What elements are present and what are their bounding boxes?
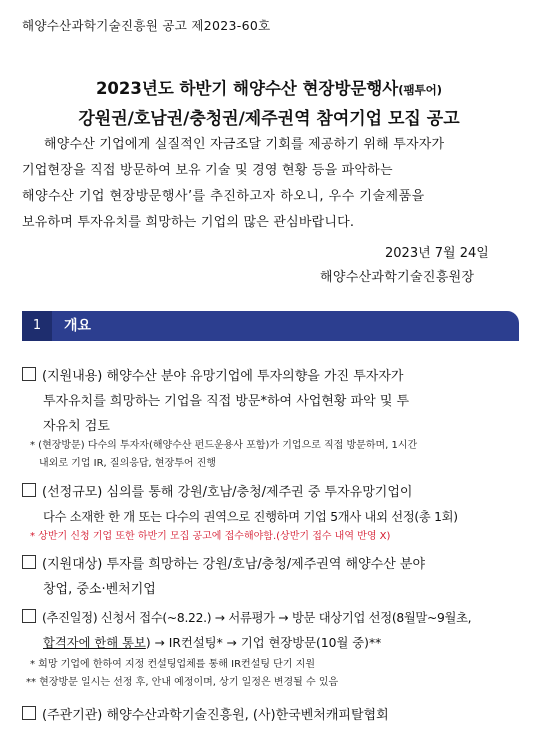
item-text: 다수 소재한 한 개 또는 다수의 권역으로 진행하며 기업 5개사 내외 선정(총 1회) xyxy=(43,510,458,524)
note-field-visit xyxy=(30,437,520,473)
note-text: ** 현장방문 일시는 선정 후, 안내 예정이며, 상기 일정은 변경될 수 있음 xyxy=(26,677,339,688)
checkbox-icon xyxy=(22,609,36,623)
note-text: 내외로 기업 IR, 질의응답, 현장투어 진행 xyxy=(39,458,217,469)
item-text-underlined: 합격자에 한해 통보 xyxy=(43,636,146,650)
item-text: (추진일정) 신청서 접수(~8.22.) → 서류평가 → 방문 대상기업 선정(8월말~9월초, xyxy=(42,611,472,625)
notice-number: 해양수산과학기술진흥원 공고 제2023-60호 xyxy=(22,18,271,33)
title-line-2: 강원권/호남권/충청권/제주권역 참여기업 모집 공고 xyxy=(78,109,460,129)
item-organizer xyxy=(22,703,522,728)
checkbox-icon xyxy=(22,483,36,497)
title-line-1 xyxy=(0,75,538,99)
title-small: (팸투어) xyxy=(398,83,443,97)
section-header xyxy=(22,311,519,341)
intro-line: 기업현장을 직접 방문하여 보유 기술 및 경영 현황 등을 파악하는 xyxy=(22,163,393,178)
item-text: 창업, 중소·벤처기업 xyxy=(43,582,156,597)
intro-line: 보유하며 투자유치를 희망하는 기업의 많은 관심바랍니다. xyxy=(22,215,355,230)
item-text: (지원내용) 해양수산 분야 유망기업에 투자의향을 가진 투자자가 xyxy=(42,369,404,384)
item-eligibility xyxy=(22,552,522,602)
item-support-content xyxy=(22,364,522,439)
note-text: * 상반기 신청 기업 또한 하반기 모집 공고에 접수해야함.(상반기 접수 내역 반영 X) xyxy=(30,531,391,542)
signature: 해양수산과학기술진흥원장 xyxy=(320,270,475,285)
item-text: 투자유치를 희망하는 기업을 직접 방문*하여 사업현황 파악 및 투 xyxy=(43,394,410,409)
item-text: (선정규모) 심의를 통해 강원/호남/충청/제주권 중 투자유망기업이 xyxy=(42,485,413,500)
intro-line: 해양수산 기업에게 실질적인 자금조달 기회를 제공하기 위해 투자자가 xyxy=(44,137,445,152)
intro-line: 해양수산 기업 현장방문행사’를 추진하고자 하오니, 우수 기술제품을 xyxy=(22,189,425,204)
section-number: 1 xyxy=(22,311,52,341)
checkbox-icon xyxy=(22,555,36,569)
item-text: ) → IR컨설팅* → 기업 현장방문(10월 중)** xyxy=(145,636,382,650)
item-selection-scale xyxy=(22,480,522,530)
item-text: (주관기관) 해양수산과학기술진흥원, (사)한국벤처캐피탈협회 xyxy=(42,708,389,723)
note-text: * 희망 기업에 한하여 지정 컨설팅업체를 통해 IR컨설팅 단기 지원 xyxy=(30,659,316,670)
intro-paragraph xyxy=(22,132,522,236)
item-schedule xyxy=(22,606,522,656)
announcement-date: 2023년 7월 24일 xyxy=(385,246,489,261)
checkbox-icon xyxy=(22,706,36,720)
note-schedule xyxy=(26,656,520,692)
title-main: 2023년도 하반기 해양수산 현장방문행사 xyxy=(95,79,399,98)
note-resubmit xyxy=(30,528,520,546)
checkbox-icon xyxy=(22,367,36,381)
note-text: * (현장방문) 다수의 투자자(해양수산 펀드운용사 포함)가 기업으로 직접 방문하며, 1시간 xyxy=(30,440,418,451)
item-text: 자유치 검토 xyxy=(43,419,110,434)
item-text: (지원대상) 투자를 희망하는 강원/호남/충청/제주권역 해양수산 분야 xyxy=(42,557,426,572)
section-title: 개요 xyxy=(64,318,92,334)
